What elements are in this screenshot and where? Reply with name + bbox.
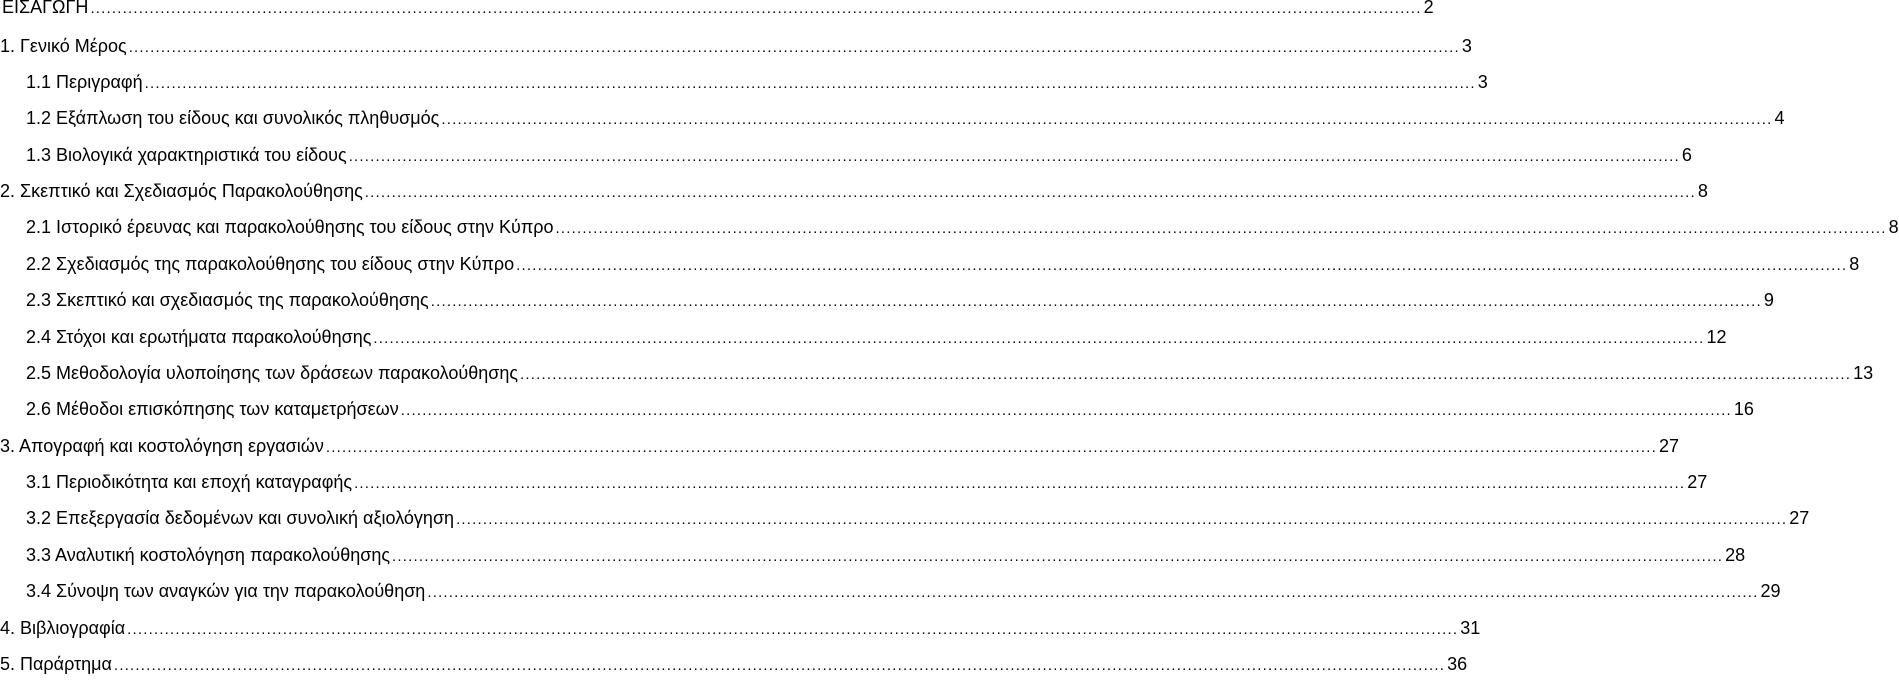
toc-entry-dot-leader: ........................................................................................................................................................................................................................................................ xyxy=(516,257,1848,274)
toc-entry-2-4[interactable] xyxy=(0,322,1727,352)
toc-entry-1-1[interactable] xyxy=(0,67,1488,97)
toc-entry-3-4[interactable] xyxy=(0,576,1781,606)
toc-entry-3-2[interactable] xyxy=(0,503,1810,533)
toc-entry-page-number: 8 xyxy=(1849,254,1860,274)
toc-entry-title: 4. Βιβλιογραφία xyxy=(0,618,126,638)
toc-entry-2-3[interactable] xyxy=(0,285,1774,315)
toc-entry-title: 3.2 Επεξεργασία δεδομένων και συνολική αξιολόγηση xyxy=(26,508,455,528)
toc-entry-title: 1.2 Εξάπλωση του είδους και συνολικός πληθυσμός xyxy=(26,108,440,128)
toc-entry-dot-leader: ........................................................................................................................................................................................................................................................ xyxy=(325,439,1657,456)
toc-entry-page-number: 27 xyxy=(1789,508,1810,528)
toc-entry-title: 5. Παράρτημα xyxy=(0,654,112,674)
toc-entry-2-5[interactable] xyxy=(0,358,1874,388)
toc-entry-dot-leader: ........................................................................................................................................................................................................................................................ xyxy=(364,184,1696,201)
toc-entry-3-3[interactable] xyxy=(0,540,1746,570)
toc-entry-page-number: 29 xyxy=(1760,581,1781,601)
toc-entry-2[interactable] xyxy=(0,176,1708,206)
toc-entry-4[interactable] xyxy=(0,613,1481,643)
toc-entry-dot-leader: ........................................................................................................................................................................................................................................................ xyxy=(354,475,1686,492)
toc-entry-2-6[interactable] xyxy=(0,394,1754,424)
toc-entry-page-number: 36 xyxy=(1447,654,1468,674)
toc-entry-dot-leader: ........................................................................................................................................................................................................................................................ xyxy=(441,111,1773,128)
toc-entry-page-number: 8 xyxy=(1697,181,1708,201)
toc-entry-introduction[interactable] xyxy=(0,0,1434,22)
toc-entry-title: ΕΙΣΑΓΩΓΗ xyxy=(2,0,89,17)
toc-entry-page-number: 27 xyxy=(1658,436,1680,456)
toc-entry-5[interactable] xyxy=(0,649,1468,679)
toc-entry-title: 3.4 Σύνοψη των αναγκών για την παρακολούθηση xyxy=(26,581,426,601)
toc-entry-dot-leader: ........................................................................................................................................................................................................................................................ xyxy=(430,293,1762,310)
toc-entry-page-number: 4 xyxy=(1774,108,1785,128)
toc-entry-title: 1.3 Βιολογικά χαρακτηριστικά του είδους xyxy=(26,145,347,165)
toc-entry-page-number: 2 xyxy=(1423,0,1434,17)
toc-entry-title: 2.2 Σχεδιασμός της παρακολούθησης του είδους στην Κύπρο xyxy=(26,254,515,274)
toc-entry-title: 2.3 Σκεπτικό και σχεδιασμός της παρακολούθησης xyxy=(26,290,429,310)
toc-entry-page-number: 8 xyxy=(1888,217,1899,237)
toc-entry-page-number: 28 xyxy=(1725,545,1746,565)
toc-entry-page-number: 13 xyxy=(1853,363,1874,383)
toc-entry-dot-leader: ........................................................................................................................................................................................................................................................ xyxy=(127,621,1459,638)
toc-entry-title: 2.5 Μεθοδολογία υλοποίησης των δράσεων παρακολούθησης xyxy=(26,363,519,383)
toc-entry-1[interactable] xyxy=(0,31,1472,61)
toc-entry-dot-leader: ........................................................................................................................................................................................................................................................ xyxy=(113,657,1446,674)
toc-entry-page-number: 31 xyxy=(1460,618,1481,638)
toc-entry-2-2[interactable] xyxy=(0,249,1860,279)
toc-entry-title: 2.1 Ιστορικό έρευνας και παρακολούθησης του είδους στην Κύπρο xyxy=(26,217,554,237)
toc-entry-page-number: 27 xyxy=(1687,472,1708,492)
toc-entry-dot-leader: ........................................................................................................................................................................................................................................................ xyxy=(520,366,1852,383)
toc-entry-1-2[interactable] xyxy=(0,103,1785,133)
toc-entry-dot-leader: ........................................................................................................................................................................................................................................................ xyxy=(555,220,1887,237)
toc-entry-dot-leader: ........................................................................................................................................................................................................................................................ xyxy=(400,402,1732,419)
toc-entry-page-number: 16 xyxy=(1733,399,1754,419)
toc-entry-title: 1. Γενικό Μέρος xyxy=(0,36,127,56)
toc-entry-dot-leader: ........................................................................................................................................................................................................................................................ xyxy=(128,39,1460,56)
toc-entry-title: 1.1 Περιγραφή xyxy=(26,72,143,92)
toc-entry-title: 3.3 Αναλυτική κοστολόγηση παρακολούθησης xyxy=(26,545,391,565)
toc-entry-page-number: 6 xyxy=(1681,145,1692,165)
toc-entry-dot-leader: ........................................................................................................................................................................................................................................................ xyxy=(348,148,1680,165)
toc-entry-page-number: 12 xyxy=(1706,327,1727,347)
toc-entry-title: 2.6 Μέθοδοι επισκόπησης των καταμετρήσεων xyxy=(26,399,399,419)
toc-entry-dot-leader: ........................................................................................................................................................................................................................................................ xyxy=(392,548,1724,565)
toc-entry-title: 2. Σκεπτικό και Σχεδιασμός Παρακολούθησης xyxy=(0,181,363,201)
toc-entry-2-1[interactable] xyxy=(0,212,1899,242)
toc-entry-3-1[interactable] xyxy=(0,467,1708,497)
toc-entry-page-number: 3 xyxy=(1461,36,1472,56)
toc-entry-dot-leader: ........................................................................................................................................................................................................................................................ xyxy=(144,75,1476,92)
toc-entry-dot-leader: ........................................................................................................................................................................................................................................................ xyxy=(427,584,1759,601)
toc-entry-title: 3. Απογραφή και κοστολόγηση εργασιών xyxy=(0,436,324,456)
toc-entry-title: 2.4 Στόχοι και ερωτήματα παρακολούθησης xyxy=(26,327,372,347)
toc-entry-page-number: 3 xyxy=(1477,72,1488,92)
toc-entry-dot-leader: ........................................................................................................................................................................................................................................................ xyxy=(90,0,1422,17)
toc-entry-title: 3.1 Περιοδικότητα και εποχή καταγραφής xyxy=(26,472,353,492)
toc-entry-dot-leader: ........................................................................................................................................................................................................................................................ xyxy=(373,330,1705,347)
toc-entry-dot-leader: ........................................................................................................................................................................................................................................................ xyxy=(456,511,1788,528)
toc-entry-3[interactable] xyxy=(0,431,1680,461)
toc-entry-1-3[interactable] xyxy=(0,140,1692,170)
toc-entry-page-number: 9 xyxy=(1763,290,1774,310)
